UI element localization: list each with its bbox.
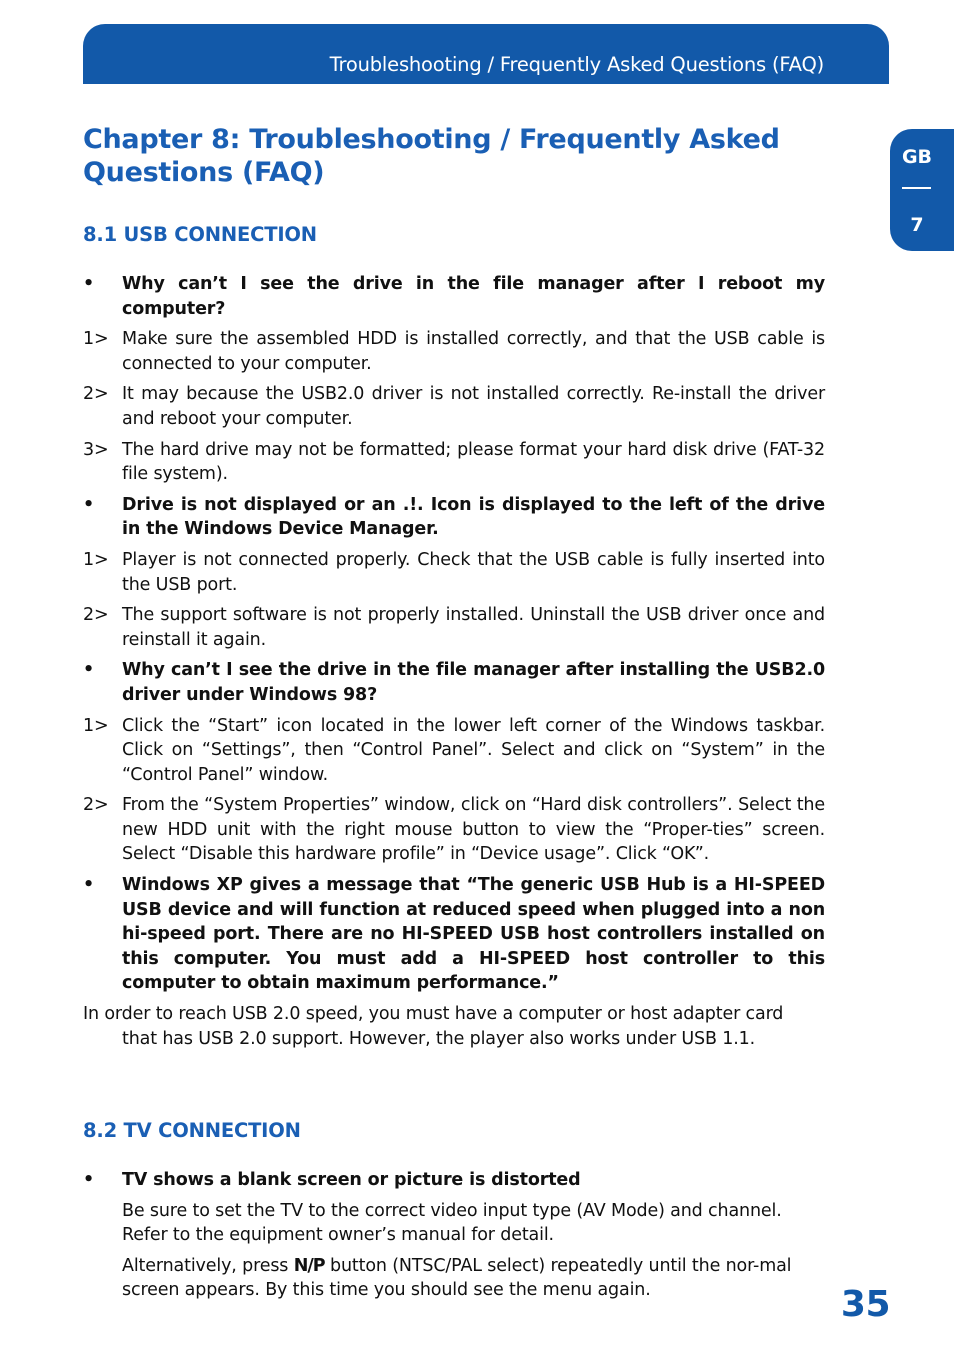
tab-divider (902, 187, 931, 189)
step-marker: 1> (83, 329, 109, 350)
header-title: Troubleshooting / Frequently Asked Questions (FAQ) (329, 53, 824, 76)
section-heading-tv: 8.2 TV CONNECTION (83, 1119, 301, 1142)
faq-question (83, 1168, 825, 1193)
question-text: Why can’t I see the drive in the file manager after installing the USB2.0 driver under Windows 98? (122, 660, 825, 705)
faq-answer (83, 327, 825, 376)
step-marker: 3> (83, 439, 109, 460)
bullet: • (83, 274, 95, 294)
chapter-title: Chapter 8: Troubleshooting / Frequently Asked Questions (FAQ) (83, 124, 780, 188)
step-marker: 1> (83, 715, 109, 736)
usb-section-body (83, 272, 825, 1051)
answer-text: Player is not connected properly. Check that the USB cable is fully inserted into the USB port. (122, 549, 825, 595)
question-text: Windows XP gives a message that “The generic USB Hub is a HI-SPEED USB device and will function at reduced speed when plugged into a non hi-speed port. There are no HI-SPEED USB host controllers installed on this computer. You must add a HI-SPEED host controller to this computer to obtain maximum performance.” (122, 875, 825, 994)
answer-text: The support software is not properly installed. Uninstall the USB driver once and reinstall it again. (122, 605, 825, 650)
faq-answer (83, 714, 825, 788)
faq-answer (83, 438, 825, 487)
answer-text: From the “System Properties” window, click on “Hard disk controllers”. Select the new HDD unit with the right mouse button to view the “Proper-ties” screen. Select “Disable this hardware profile” in “Device usage”. Click “OK”. (122, 795, 825, 865)
question-text: Drive is not displayed or an .!. Icon is displayed to the left of the drive in the Windows Device Manager. (122, 494, 825, 540)
answer-text: Click the “Start” icon located in the lower left corner of the Windows taskbar. Click on “Settings”, then “Control Panel”. Select and click on “System” in the “Control Panel” window. (122, 715, 825, 785)
answer-text-pre: Alternatively, press (122, 1255, 294, 1276)
header-bar (83, 24, 889, 84)
faq-answer (83, 382, 825, 431)
usb-speed-note (83, 1002, 825, 1051)
section-heading-usb: 8.1 USB CONNECTION (83, 223, 317, 246)
step-marker: 2> (83, 795, 109, 816)
faq-answer (83, 793, 825, 867)
bullet: • (83, 875, 95, 896)
faq-answer (83, 603, 825, 652)
chapter-number: 7 (910, 214, 924, 236)
faq-answer (83, 1199, 825, 1248)
answer-text: It may because the USB2.0 driver is not installed correctly. Re-install the driver and reboot your computer. (122, 384, 825, 429)
note-first-line: In order to reach USB 2.0 speed, you must have a computer or host adapter card (83, 1004, 784, 1025)
page-number: 35 (840, 1284, 890, 1325)
bullet: • (83, 660, 95, 681)
faq-question (83, 873, 825, 996)
faq-question (83, 493, 825, 542)
question-text: TV shows a blank screen or picture is distorted (122, 1170, 581, 1190)
faq-answer (83, 1254, 825, 1303)
answer-text: The hard drive may not be formatted; please format your hard disk drive (FAT-32 file system). (122, 439, 825, 485)
question-text: Why can’t I see the drive in the file manager after I reboot my computer? (122, 274, 825, 319)
answer-text: Be sure to set the TV to the correct video input type (AV Mode) and channel. Refer to the equipment owner’s manual for detail. (122, 1200, 782, 1246)
faq-question (83, 658, 825, 707)
language-label: GB (901, 146, 933, 168)
note-rest: that has USB 2.0 support. However, the player also works under USB 1.1. (122, 1028, 756, 1049)
answer-text: Make sure the assembled HDD is installed correctly, and that the USB cable is connected to your computer. (122, 329, 825, 374)
answer-text-post: button (NTSC/PAL select) repeatedly until the nor-mal screen appears. By this time you should see the menu again. (122, 1255, 792, 1301)
tv-section-body (83, 1168, 825, 1309)
np-button-label: N/P (293, 1255, 325, 1276)
step-marker: 2> (83, 384, 109, 405)
bullet: • (83, 1170, 95, 1190)
step-marker: 2> (83, 605, 109, 626)
step-marker: 1> (83, 549, 109, 570)
faq-answer (83, 548, 825, 597)
chapter-side-tab (890, 129, 954, 251)
bullet: • (83, 494, 95, 515)
faq-question (83, 272, 825, 321)
